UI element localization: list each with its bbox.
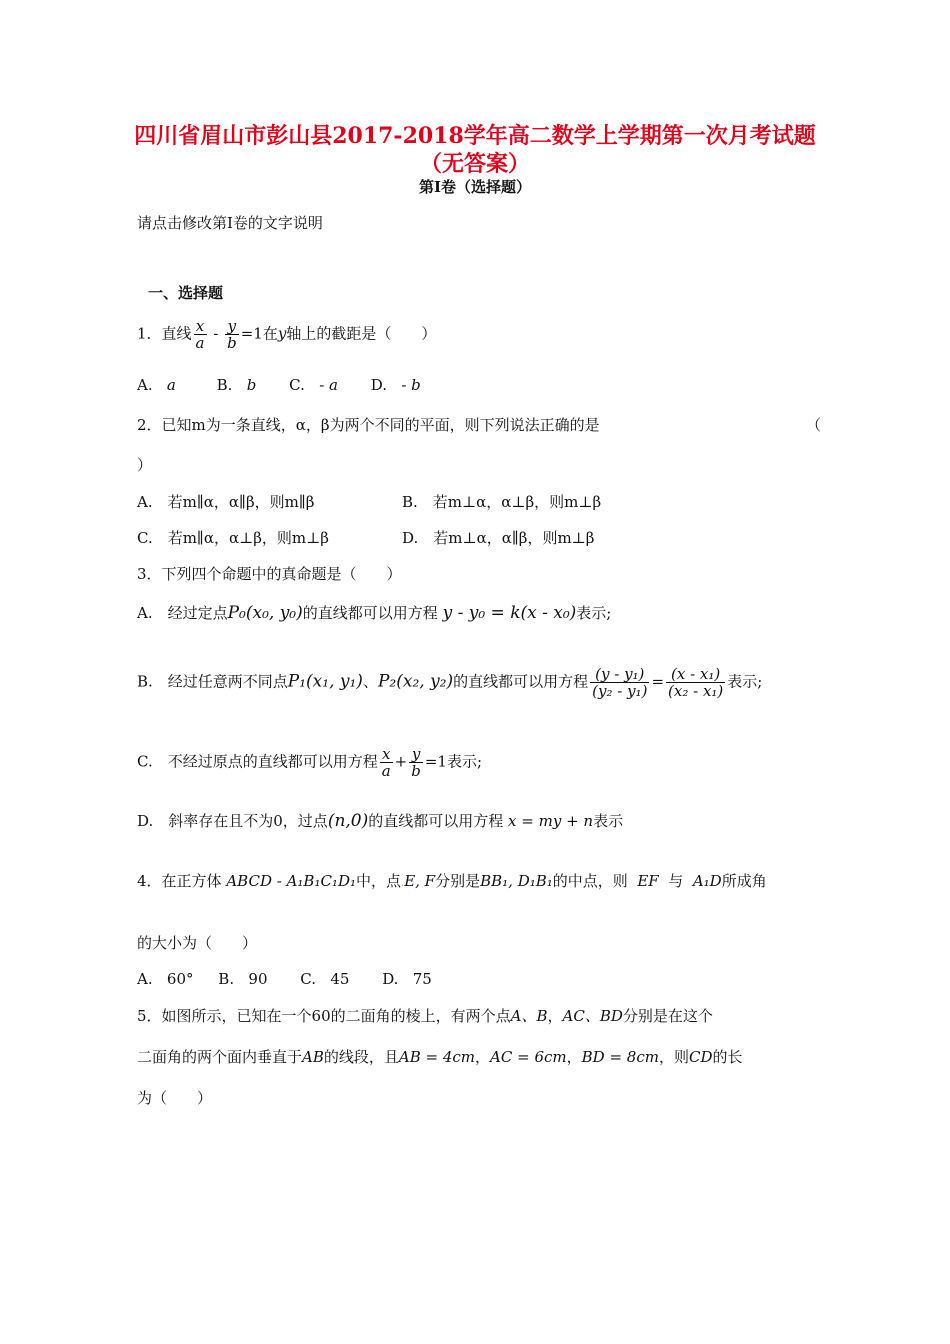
q2-option-a: A. 若m∥α，α∥β，则m∥β: [137, 493, 315, 511]
q2-option-c: C. 若m∥α，α⊥β，则m⊥β: [137, 529, 329, 547]
q2-answer-paren-open: （: [806, 416, 822, 434]
q3-option-c: C. 不经过原点的直线都可以用方程 $\frac{x}{a}$ + $\frac{y}{b}$ =1表示;: [137, 745, 483, 780]
section-heading: 一、选择题: [148, 284, 224, 302]
q1-fraction-y-b: $\frac{y}{b}$: [227, 317, 237, 352]
q1-prefix: 1．直线: [137, 324, 192, 343]
question-4: 4．在正方体 ABCD - A₁B₁C₁D₁中，点.E, F分别是BB₁, D₁B₁的中点，则 EF 与 A₁D所成角: [137, 872, 767, 890]
question-1: 1．直线 $\frac{x}{a}$ - $\frac{y}{b}$ =1在y轴上的截距是（ ）: [137, 317, 437, 352]
q1-options: A. a B. b C. - a D. - b: [137, 376, 421, 394]
q5-line-3: 为（ ）: [137, 1089, 213, 1107]
q3b-fraction-x: $\frac{\text{(x - x₁)}}{\text{(x₂ - x₁)}}$: [668, 665, 724, 700]
q3-option-b: B. 经过任意两不同点P₁(x₁, y₁)、P₂(x₂, y₂)的直线都可以用方程 $\frac{\text{(y - y₁)}}{\text{(y₂ - y₁)}}$ = $\frac{\text{(x - x₁)}}{\text{(x₂ - x₁)}}$ 表示;: [137, 665, 763, 700]
question-2: 2．已知m为一条直线，α，β为两个不同的平面，则下列说法正确的是: [137, 416, 600, 434]
q3c-fraction-x-a: $\frac{x}{a}$: [381, 745, 391, 780]
q3b-fraction-y: $\frac{\text{(y - y₁)}}{\text{(y₂ - y₁)}}$: [592, 665, 648, 700]
document-title: 四川省眉山市彭山县2017-2018学年高二数学上学期第一次月考试题: [134, 123, 816, 149]
part-heading: 第Ⅰ卷（选择题）: [418, 178, 532, 196]
q2-answer-paren-close: ）: [137, 456, 153, 474]
instruction-text: 请点击修改第Ⅰ卷的文字说明: [137, 214, 323, 232]
question-5: 5．如图所示，已知在一个60的二面角的棱上，有两个点A、B，AC、BD分别是在这个: [137, 1007, 713, 1025]
document-title-note: （无答案）: [419, 151, 530, 177]
q2-option-d: D. 若m⊥α，α∥β，则m⊥β: [402, 529, 595, 547]
q2-option-b: B. 若m⊥α，α⊥β，则m⊥β: [402, 493, 602, 511]
q3-option-a: A. 经过定点P₀(x₀, y₀)的直线都可以用方程 y - y₀ = k(x - x₀)表示;: [137, 603, 612, 623]
q1-fraction-x-a: $\frac{x}{a}$: [195, 317, 205, 352]
q4-options: A. 60° B. 90 C. 45 D. 75: [137, 970, 432, 988]
q3-option-d: D. 斜率存在且不为0，过点(n,0)的直线都可以用方程 x = my + n表示: [137, 811, 624, 831]
q5-line-2: 二面角的两个面内垂直于AB的线段，且AB = 4cm，AC = 6cm，BD = 8cm，则CD的长: [137, 1048, 743, 1066]
question-3: 3．下列四个命题中的真命题是（ ）: [137, 565, 402, 583]
q4-continuation: 的大小为（ ）: [137, 934, 258, 952]
q3c-fraction-y-b: $\frac{y}{b}$: [411, 745, 421, 780]
